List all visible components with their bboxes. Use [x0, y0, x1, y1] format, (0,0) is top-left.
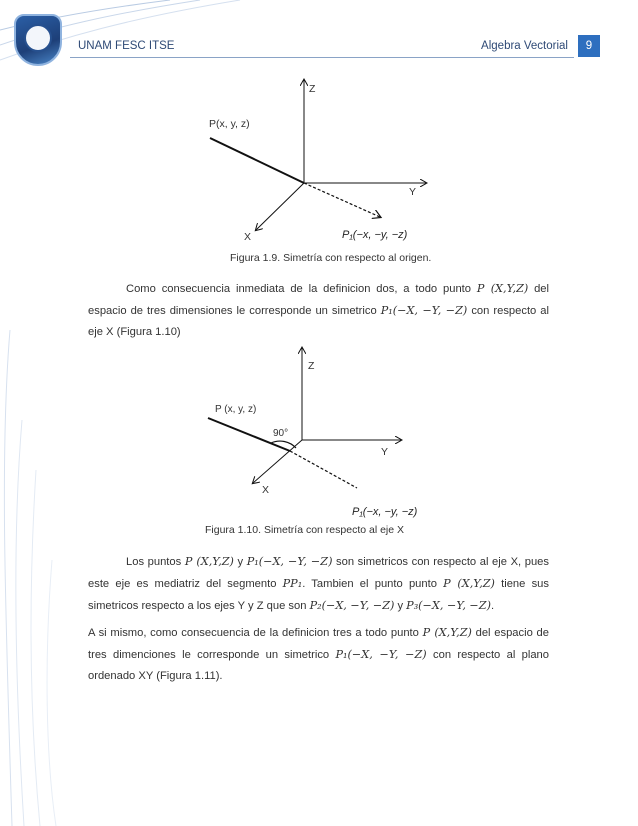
paragraph-definition-two [88, 278, 549, 343]
p2-t3: son simetricos con respecto al eje X, pues este eje es mediatriz del segmento [88, 556, 549, 590]
label-angle: 90° [273, 428, 289, 439]
p3-t1: A si mismo, como consecuencia de la definicion tres a todo punto [88, 627, 423, 639]
figure-symmetry-origin [0, 70, 638, 250]
p2-t2: y [233, 556, 247, 568]
figure-1-10-caption: Figura 1.10. Simetría con respecto al eje X [205, 524, 405, 536]
p2-t7: . [490, 600, 495, 612]
vector-p [210, 138, 304, 183]
p2-m3: PP₁ [282, 577, 303, 590]
figure-symmetry-x-axis [0, 342, 638, 522]
header-divider [70, 57, 574, 58]
label-point-p: P (x, y, z) [215, 404, 257, 415]
label-axis-y: Y [409, 186, 417, 198]
label-point-p1: P₁(−x, −y, −z) [342, 229, 408, 241]
p3-m2: P₁(−X, −Y, −Z) [335, 648, 427, 661]
vector-p1-dashed [290, 451, 357, 488]
p2-t5: tiene sus simetricos respecto a los ejes Y y Z que son [88, 578, 549, 612]
label-axis-z: Z [308, 360, 315, 372]
p3-t2: del espacio de tres dimenciones le corresponde un simetrico [88, 627, 549, 661]
p1-math-a: P (X,Y,Z) [476, 282, 529, 295]
header-institution: UNAM FESC ITSE [78, 40, 175, 52]
vector-p1-dashed [304, 183, 380, 217]
label-axis-y: Y [381, 446, 389, 458]
paragraph-definition-three [88, 622, 549, 687]
p2-t6: y [394, 600, 407, 612]
p2-m1: P (X,Y,Z) [184, 555, 234, 568]
label-axis-x: X [262, 484, 270, 496]
paragraph-symmetric-points [88, 551, 549, 617]
figure-1-9-caption: Figura 1.9. Simetría con respecto al origen. [230, 252, 432, 264]
p2-m6: P₃(−X, −Y, −Z) [406, 599, 491, 612]
p1-text-c: con respecto al eje X (Figura 1.10) [88, 305, 549, 338]
label-axis-z: Z [309, 83, 316, 95]
p2-m4: P (X,Y,Z) [443, 577, 495, 590]
label-point-p: P(x, y, z) [209, 118, 250, 130]
label-point-p1: P₁(−x, −y, −z) [352, 506, 418, 518]
label-axis-x: X [244, 231, 252, 243]
x-axis-line [256, 183, 304, 230]
page-number: 9 [578, 35, 600, 57]
p3-t3: con respecto al plano ordenado XY (Figura 1.11). [88, 649, 549, 682]
p1-math-b: P₁(−X, −Y, −Z) [380, 304, 468, 317]
p2-m5: P₂(−X, −Y, −Z) [309, 599, 395, 612]
p2-t1: Los puntos [126, 556, 185, 568]
p3-m1: P (X,Y,Z) [422, 626, 472, 639]
p2-m2: P₁(−X, −Y, −Z) [246, 555, 333, 568]
p2-t4: . Tambien el punto punto [302, 578, 444, 590]
p1-text-b: del espacio de tres dimensiones le corresponde un simetrico [88, 283, 550, 317]
university-logo [14, 14, 62, 66]
p1-text-a: Como consecuencia inmediata de la definicion dos, a todo punto [126, 283, 477, 295]
header-course-title: Algebra Vectorial [481, 40, 568, 52]
